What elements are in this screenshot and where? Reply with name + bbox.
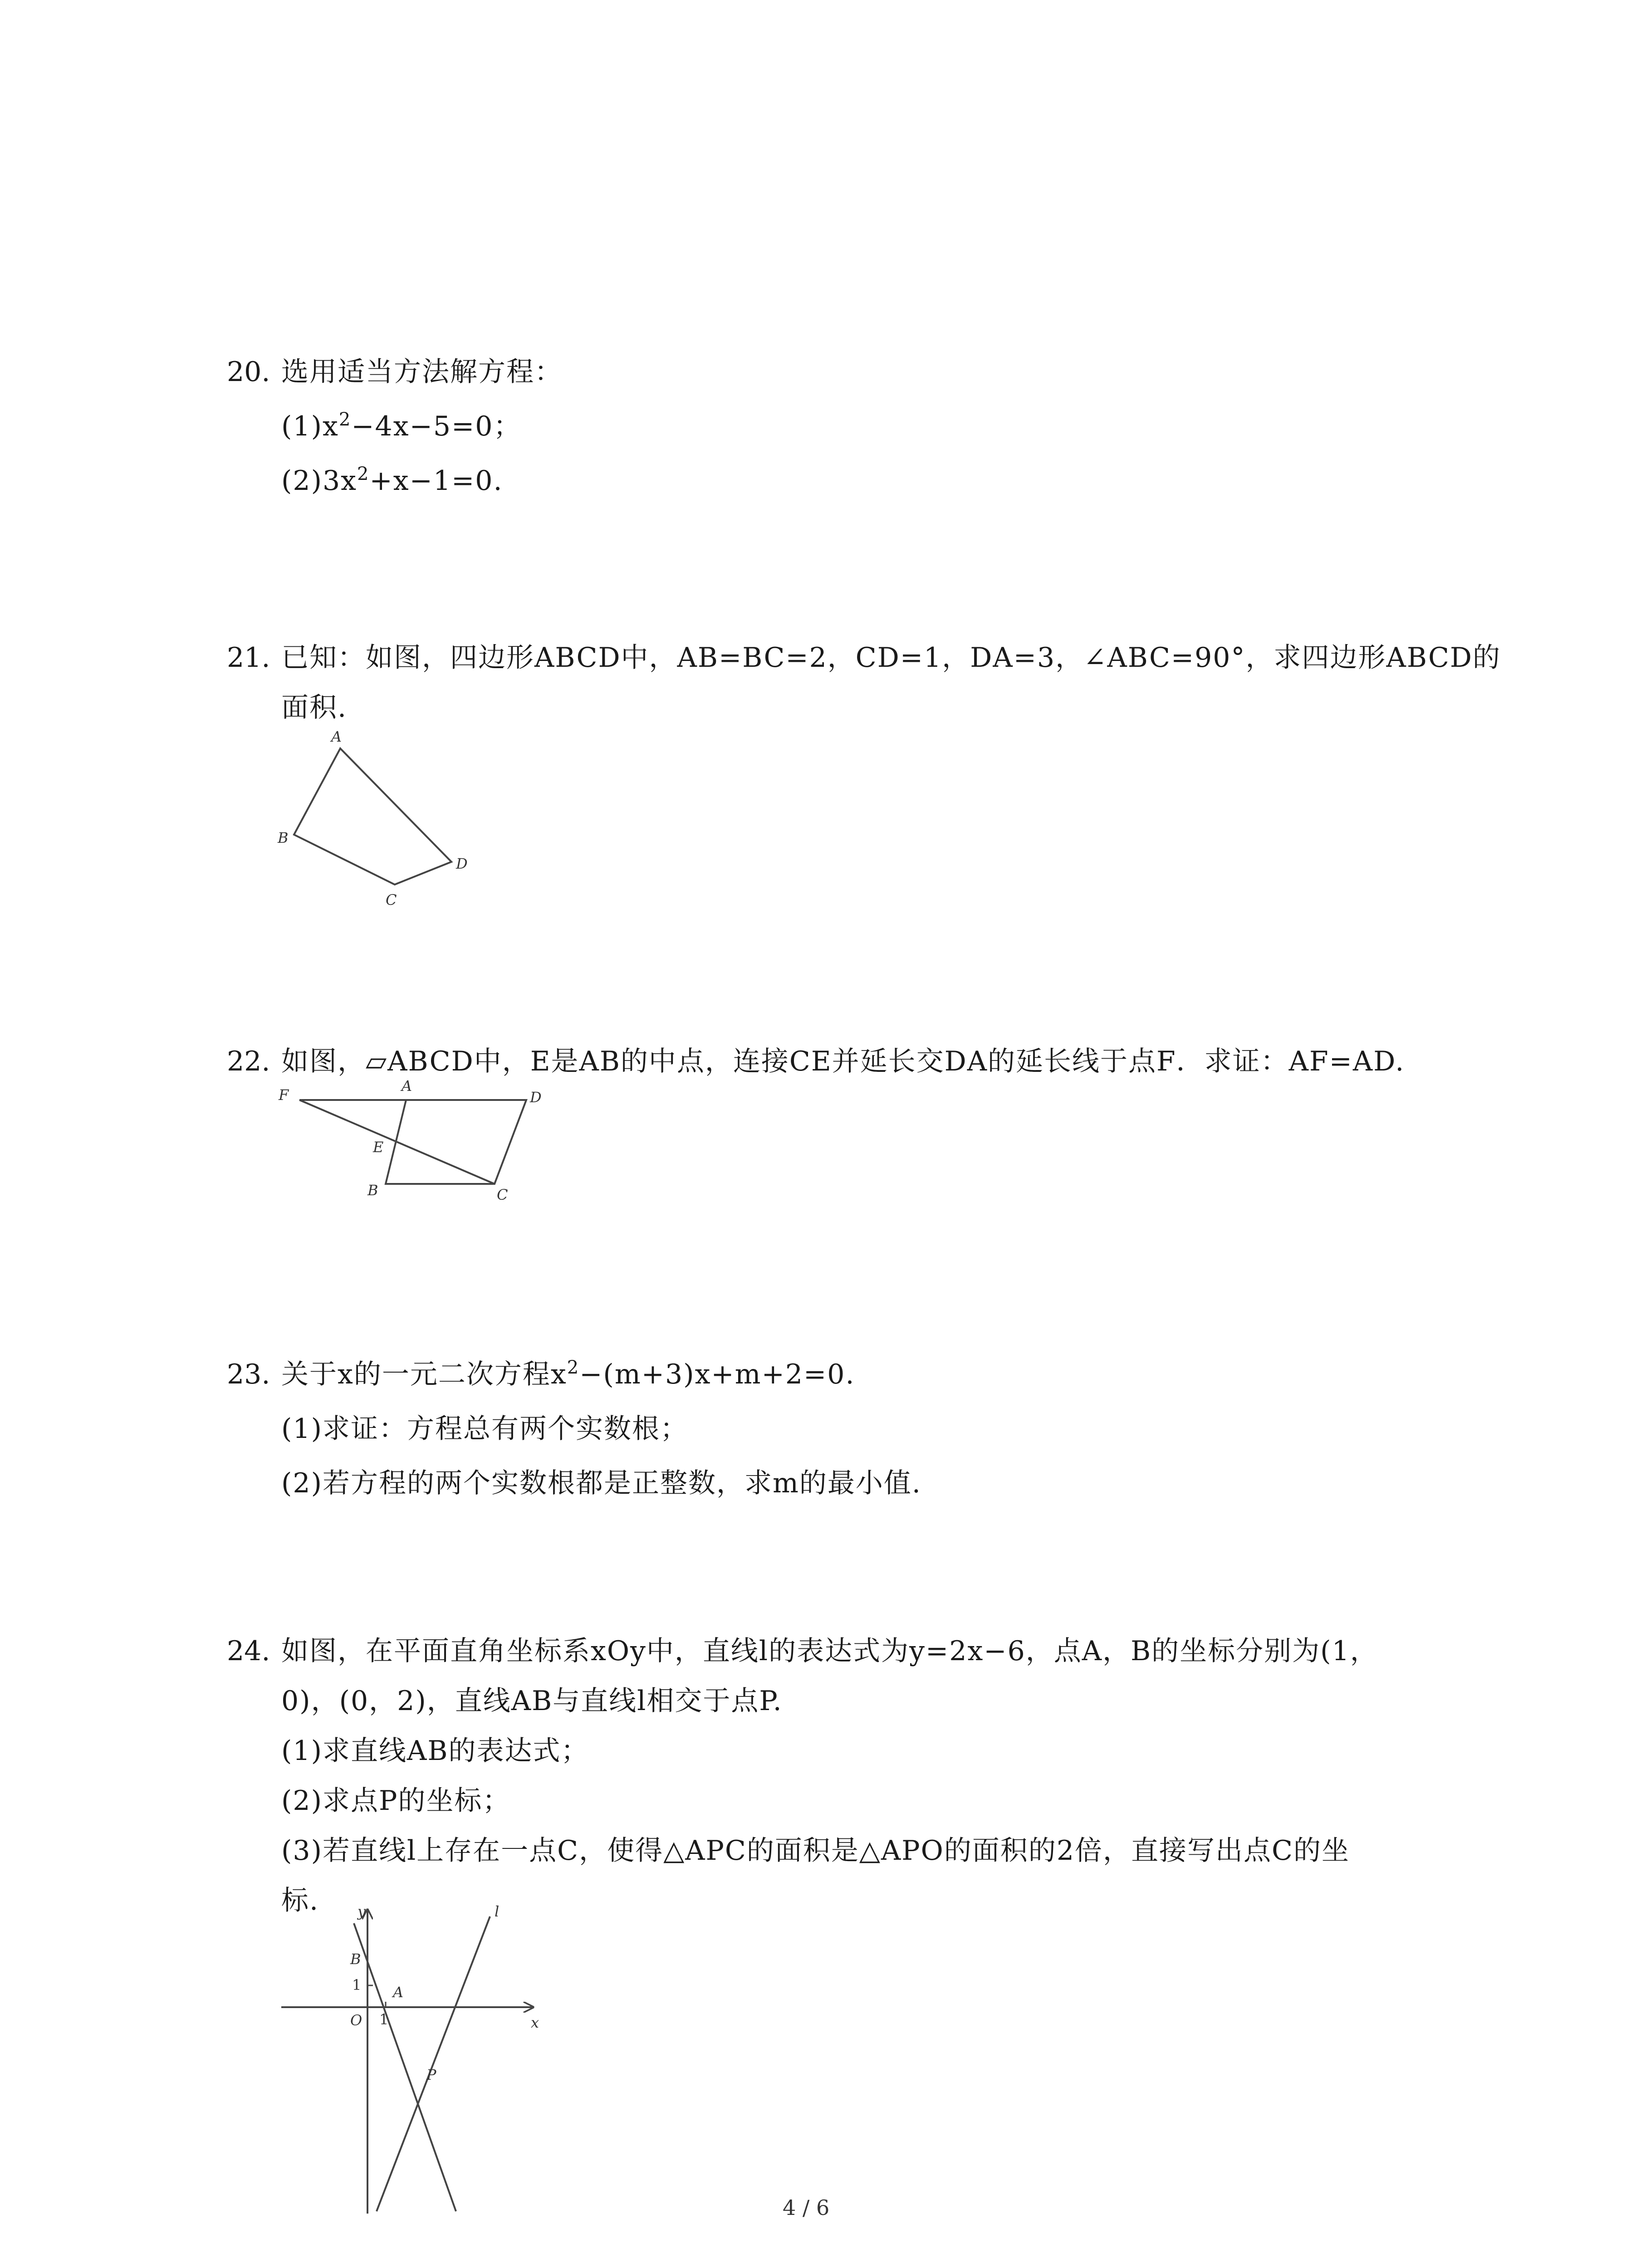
tick-label-y-1: 1 <box>352 1976 362 1994</box>
question-21-number: 21. <box>227 642 270 674</box>
question-24-coordinate-figure <box>272 1896 563 2223</box>
origin-label-O: O <box>350 2012 362 2029</box>
line-label-l: l <box>495 1903 500 1920</box>
line-AB <box>354 1923 456 2211</box>
question-22-parallelogram-figure <box>272 1075 563 1211</box>
figure-label-B: B <box>278 829 289 846</box>
figure-label-C: C <box>386 891 397 909</box>
line-l <box>377 1916 490 2211</box>
question-20-stem: 选用适当方法解方程： <box>281 356 563 388</box>
question-22-number: 22. <box>227 1046 270 1077</box>
question-23-number: 23. <box>227 1359 270 1390</box>
axis-label-x: x <box>531 2014 539 2031</box>
figure-label-D: D <box>530 1089 542 1106</box>
figure-label-A: A <box>331 728 342 745</box>
question-24-part-1: (1)求直线AB的表达式； <box>281 1735 589 1767</box>
question-20-number: 20. <box>227 356 270 388</box>
point-label-B: B <box>350 1950 361 1968</box>
point-label-A: A <box>393 1984 404 2001</box>
question-22-stem: 如图，▱ABCD中，E是AB的中点，连接CE并延长交DA的延长线于点F．求证：AF=AD. <box>281 1046 1405 1077</box>
question-24-part-3-continued: 标. <box>281 1885 319 1916</box>
question-24-stem-line-1: 如图，在平面直角坐标系xOy中，直线l的表达式为y=2x−6，点A，B的坐标分别为(1， <box>281 1635 1378 1667</box>
page-number: 4 / 6 <box>783 2195 830 2220</box>
question-21-stem-line-2: 面积. <box>281 692 348 723</box>
question-24-stem-line-2: 0)，(0，2)，直线AB与直线l相交于点P. <box>281 1685 783 1717</box>
question-24-part-2: (2)求点P的坐标； <box>281 1785 511 1817</box>
question-20-part-1: $(1)x^2-4x-5=0$； <box>281 409 522 442</box>
question-24-number: 24. <box>227 1635 270 1667</box>
question-24-part-3: (3)若直线l上存在一点C，使得△APC的面积是△APO的面积的2倍，直接写出点C的坐 <box>281 1835 1350 1867</box>
question-23-stem: 关于x的一元二次方程$x^2-(m+3)x+m+2=0$. <box>281 1357 855 1390</box>
question-20-part-2: $(2)3x^2+x-1=0$. <box>281 464 503 497</box>
question-21-quadrilateral-figure <box>272 721 490 912</box>
figure-label-C: C <box>497 1186 508 1203</box>
tick-label-x-1: 1 <box>379 2011 389 2028</box>
figure-label-B: B <box>367 1182 378 1199</box>
question-21-stem-line-1: 已知：如图，四边形ABCD中，AB=BC=2，CD=1，DA=3，∠ABC=90°，求四边形ABCD的 <box>281 642 1501 674</box>
point-label-P: P <box>426 2066 436 2083</box>
figure-label-D: D <box>456 855 468 872</box>
question-23-part-2: (2)若方程的两个实数根都是正整数，求m的最小值. <box>281 1467 921 1499</box>
figure-label-A: A <box>402 1077 412 1095</box>
axis-label-y: y <box>358 1903 366 1920</box>
figure-label-F: F <box>279 1086 289 1104</box>
figure-label-E: E <box>373 1139 384 1156</box>
question-23-part-1: (1)求证：方程总有两个实数根； <box>281 1413 688 1445</box>
